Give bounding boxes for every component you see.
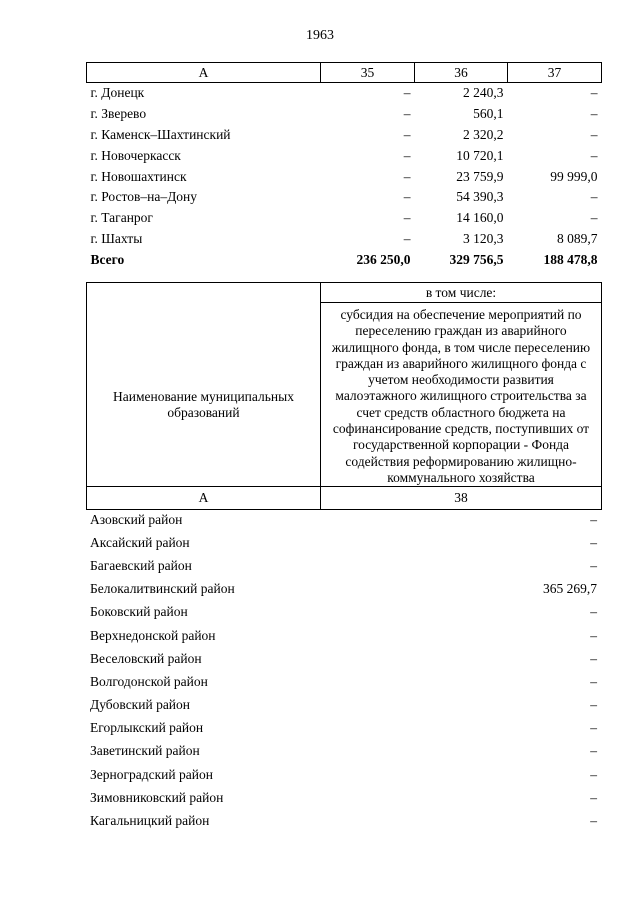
table-row [86, 786, 601, 809]
subsidy-description-header: субсидия на обеспечение мероприятий по переселению граждан из аварийного жилищного фонда, в том числе переселению граждан из аварийного жилищного фонда с учетом необходимости развития малоэтажного жилищного строительства за счет средств областного бюджета на софинансирование средств, поступивших от государственной корпорации - Фонда содействия реформированию жилищно-коммунального хозяйства [321, 303, 602, 487]
value-38: – [590, 697, 597, 713]
value-35: – [403, 126, 411, 142]
value-38: – [590, 766, 597, 782]
table-row [87, 145, 602, 166]
value-38: – [590, 789, 597, 805]
table-row [87, 229, 602, 250]
value-38: – [590, 604, 597, 620]
header-cell-37: 37 [508, 63, 602, 83]
table-row [86, 763, 601, 786]
total-label: Всего [90, 251, 125, 267]
value-37: 99 999,0 [550, 168, 598, 184]
table-row [87, 208, 602, 229]
column-38-data-table [86, 508, 601, 833]
table-row [86, 554, 601, 577]
header-cell-36: 36 [415, 63, 508, 83]
municipality-name: г. Новошахтинск [90, 168, 187, 184]
total-row [87, 249, 602, 270]
municipality-name: г. Таганрог [90, 210, 153, 226]
district-name: Белокалитвинский район [90, 581, 235, 597]
district-name: Зерноградский район [90, 766, 213, 782]
table-row [86, 578, 601, 601]
value-35: – [403, 168, 411, 184]
table-header-row [87, 63, 602, 83]
table-row [87, 125, 602, 146]
district-name: Веселовский район [90, 650, 202, 666]
including-header: в том числе: [321, 283, 602, 303]
district-name: Верхнедонской район [90, 627, 216, 643]
table-row [87, 104, 602, 125]
value-38: – [590, 813, 597, 829]
value-36: 2 240,3 [463, 85, 504, 101]
district-name: Заветинский район [90, 743, 200, 759]
value-38: 365 269,7 [543, 581, 597, 597]
district-name: Азовский район [90, 511, 183, 527]
district-name: Аксайский район [90, 534, 190, 550]
value-36: 14 160,0 [456, 210, 504, 226]
table-row [86, 531, 601, 554]
municipality-name: г. Шахты [90, 230, 143, 246]
district-name: Боковский район [90, 604, 188, 620]
value-36: 2 320,2 [463, 126, 504, 142]
table-row [86, 624, 601, 647]
column-38-header-table [86, 282, 602, 510]
table-row [87, 166, 602, 187]
table-row [86, 647, 601, 670]
table-row [86, 717, 601, 740]
value-36: 54 390,3 [456, 189, 504, 205]
value-35: – [403, 106, 411, 122]
value-36: 10 720,1 [456, 147, 504, 163]
header-cell-38: 38 [321, 487, 602, 510]
district-name: Зимовниковский район [90, 789, 224, 805]
value-38: – [590, 511, 597, 527]
table-row [86, 809, 601, 832]
value-38: – [590, 534, 597, 550]
value-38: – [590, 627, 597, 643]
value-37: – [590, 189, 598, 205]
value-36: 3 120,3 [463, 230, 504, 246]
value-35: – [403, 210, 411, 226]
value-35: – [403, 147, 411, 163]
value-35: – [403, 230, 411, 246]
value-38: – [590, 673, 597, 689]
district-name: Волгодонской район [90, 673, 208, 689]
table-row [86, 694, 601, 717]
municipality-name: г. Донецк [90, 85, 145, 101]
district-name: Багаевский район [90, 557, 192, 573]
value-37: – [590, 85, 598, 101]
municipality-name: г. Новочеркасск [90, 147, 181, 163]
district-name: Егорлыкский район [90, 720, 204, 736]
budget-table-cols-35-37 [86, 62, 602, 270]
municipality-name: г. Каменск–Шахтинский [90, 126, 231, 142]
value-35: – [403, 189, 411, 205]
district-name: Дубовский район [90, 697, 191, 713]
value-38: – [590, 650, 597, 666]
value-38: – [590, 720, 597, 736]
municipality-name-header: Наименование муниципальных образований [87, 283, 321, 487]
value-38: – [590, 557, 597, 573]
header-cell-a: А [87, 63, 321, 83]
value-37: – [590, 106, 598, 122]
table-row [87, 187, 602, 208]
value-36: 560,1 [473, 106, 504, 122]
table-row [87, 83, 602, 104]
total-37: 188 478,8 [543, 251, 598, 267]
municipality-name: г. Ростов–на–Дону [90, 189, 198, 205]
value-37: – [590, 210, 598, 226]
total-35: 236 250,0 [356, 251, 411, 267]
table-row [86, 508, 601, 531]
district-name: Кагальницкий район [90, 813, 210, 829]
value-37: 8 089,7 [557, 230, 598, 246]
value-38: – [590, 743, 597, 759]
municipality-name: г. Зверево [90, 106, 147, 122]
value-37: – [590, 147, 598, 163]
header-cell-a: А [87, 487, 321, 510]
total-36: 329 756,5 [449, 251, 504, 267]
table-row [86, 601, 601, 624]
header-cell-35: 35 [321, 63, 415, 83]
value-37: – [590, 126, 598, 142]
table-row [86, 670, 601, 693]
page-number: 1963 [306, 28, 334, 43]
table-row [86, 740, 601, 763]
value-36: 23 759,9 [456, 168, 504, 184]
value-35: – [403, 85, 411, 101]
